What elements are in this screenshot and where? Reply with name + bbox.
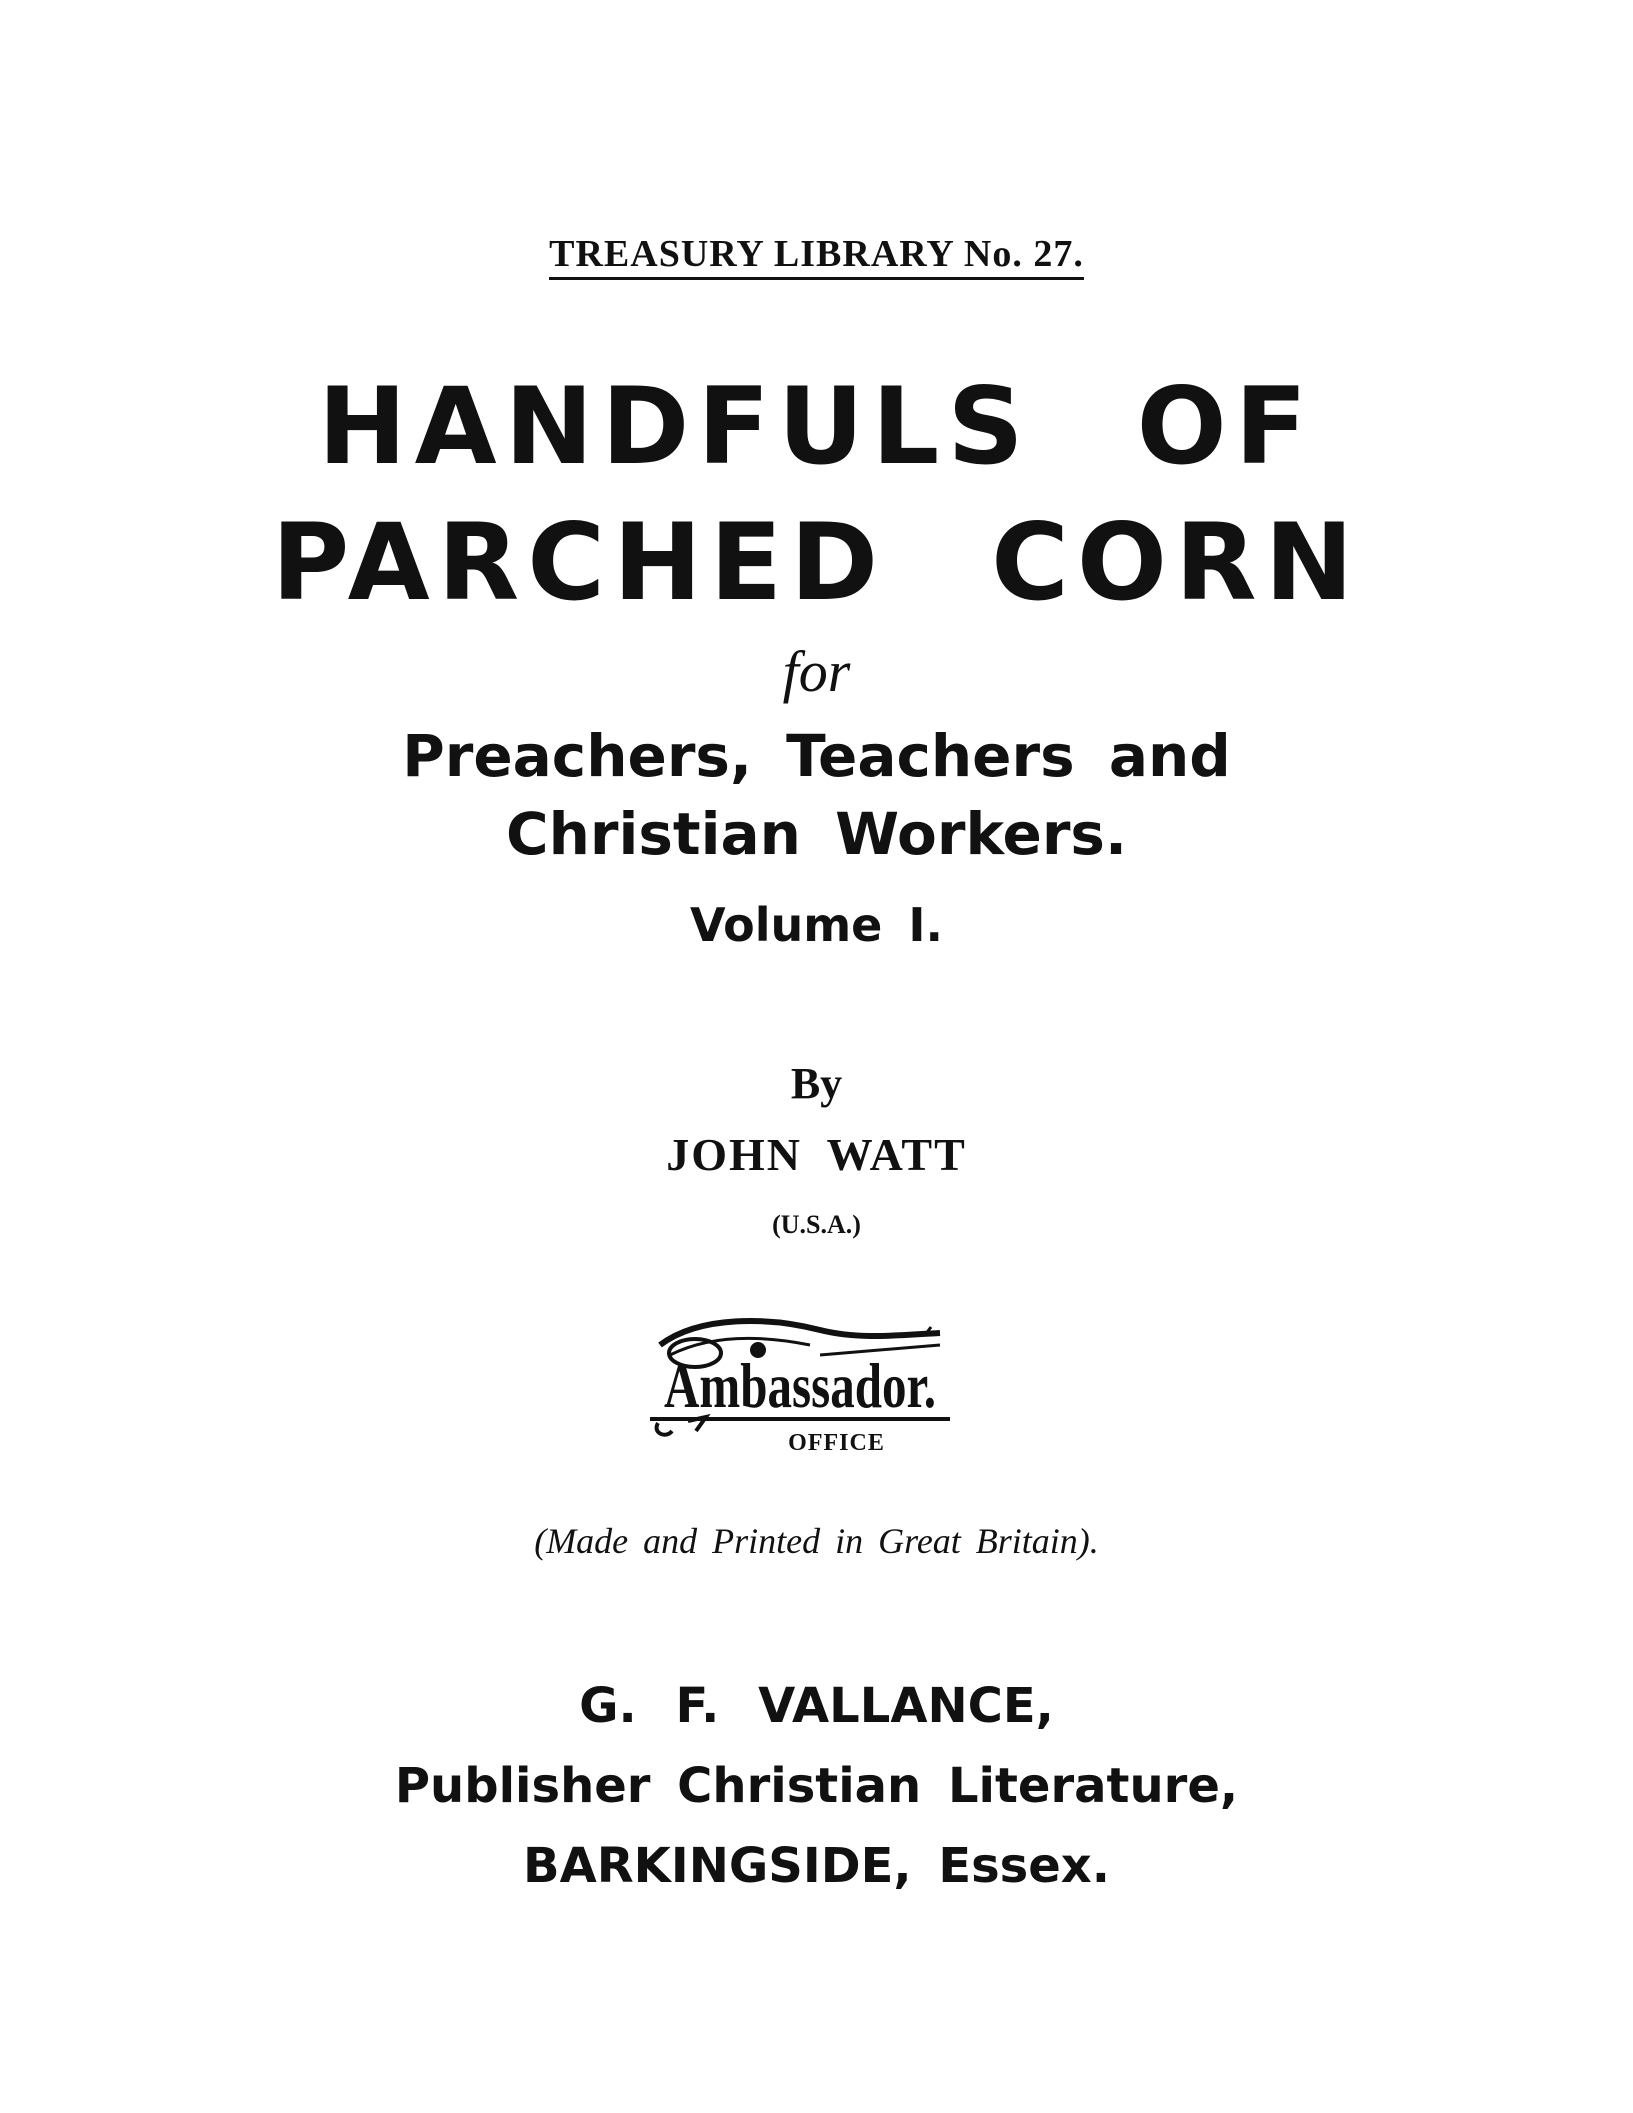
book-title-line-2: PARCHED CORN xyxy=(271,501,1362,624)
series-title xyxy=(0,232,1633,276)
made-in-label: (Made and Printed in Great Britain). xyxy=(534,1521,1099,1561)
volume-label: Volume I. xyxy=(690,898,943,952)
author-country: (U.S.A.) xyxy=(772,1210,861,1239)
by-label: By xyxy=(790,1059,843,1108)
publisher-address: BARKINGSIDE, Essex. xyxy=(522,1838,1110,1894)
subtitle-line-2: Christian Workers. xyxy=(506,800,1127,868)
series-label: TREASURY LIBRARY No. 27. xyxy=(549,233,1084,280)
for-word: for xyxy=(782,639,851,704)
office-label: OFFICE xyxy=(788,1430,885,1456)
publisher-role: Publisher Christian Literature, xyxy=(394,1758,1239,1814)
svg-text:Ambassador.: Ambassador. xyxy=(664,1350,936,1421)
book-title-line-1: HANDFULS OF xyxy=(317,365,1316,488)
author-name: JOHN WATT xyxy=(666,1129,967,1180)
ambassador-logo xyxy=(640,1305,960,1445)
subtitle-line-1: Preachers, Teachers and xyxy=(402,722,1231,790)
publisher-name: G. F. VALLANCE, xyxy=(579,1678,1054,1734)
